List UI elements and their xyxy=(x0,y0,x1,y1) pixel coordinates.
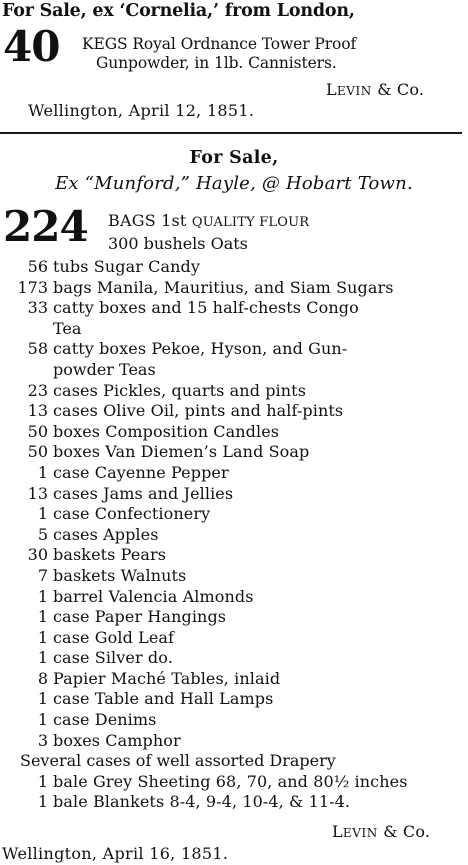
item-quantity: 13 xyxy=(27,401,48,421)
item-quantity: 1 xyxy=(37,627,48,647)
item-quantity: 1 xyxy=(37,710,48,730)
item-quantity: 1 xyxy=(37,792,48,812)
list-item xyxy=(0,607,468,628)
item-description: case Table and Hall Lamps xyxy=(53,689,274,709)
item-quantity: 50 xyxy=(27,442,48,462)
list-item xyxy=(0,772,468,793)
item-quantity: 1 xyxy=(37,504,48,524)
item-quantity: 13 xyxy=(27,483,48,503)
list-item xyxy=(0,689,468,710)
list-item xyxy=(0,669,468,690)
item-description: boxes Camphor xyxy=(53,730,181,750)
item-description: case Cayenne Pepper xyxy=(53,462,229,482)
item-description: cases Jams and Jellies xyxy=(53,483,234,503)
item-quantity: 1 xyxy=(37,586,48,606)
item-description: barrel Valencia Almonds xyxy=(53,586,254,606)
list-item xyxy=(0,442,468,463)
list-item xyxy=(0,278,468,299)
item-description: bale Blankets 8-4, 9-4, 10-4, & 11-4. xyxy=(53,792,351,812)
list-item xyxy=(0,381,468,402)
item-quantity: 1 xyxy=(37,648,48,668)
list-item xyxy=(0,648,468,669)
item-description: case Gold Leaf xyxy=(53,627,175,647)
list-item xyxy=(0,587,468,608)
item-quantity: 8 xyxy=(37,668,48,688)
item-description-continued: powder Teas xyxy=(53,359,156,379)
item-description: baskets Walnuts xyxy=(53,565,187,585)
item-quantity: 173 xyxy=(17,277,48,297)
list-item xyxy=(0,525,468,546)
item-quantity: 58 xyxy=(27,339,48,359)
item-quantity: 5 xyxy=(37,524,48,544)
item-quantity: 1 xyxy=(37,462,48,482)
ad1-date: Wellington, April 12, 1851. xyxy=(28,101,255,120)
list-item xyxy=(0,566,468,587)
item-description: Papier Maché Tables, inlaid xyxy=(53,668,281,688)
list-item xyxy=(0,628,468,649)
ad1-merchant-smallcaps: EVIN xyxy=(336,84,372,98)
item-quantity: 1 xyxy=(37,607,48,627)
ad1-merchant-initial: L xyxy=(326,80,337,99)
list-item xyxy=(0,710,468,731)
ad1-merchant xyxy=(326,80,424,99)
item-description: case Paper Hangings xyxy=(53,607,227,627)
ad2-title: For Sale, xyxy=(189,148,279,168)
item-description: catty boxes Pekoe, Hyson, and Gun- xyxy=(53,339,348,359)
item-description: case Silver do. xyxy=(53,648,173,668)
item-description: tubs Sugar Candy xyxy=(53,257,201,276)
item-description: catty boxes and 15 half-chests Congo xyxy=(53,298,359,318)
ad2-lead-line-2: 300 bushels Oats xyxy=(108,234,248,253)
item-description: cases Olive Oil, pints and half-pints xyxy=(53,401,344,421)
item-description: baskets Pears xyxy=(53,545,167,565)
item-description: cases Pickles, quarts and pints xyxy=(53,380,307,400)
item-full-line: Several cases of well assorted Drapery xyxy=(20,751,336,771)
item-description: bale Grey Sheeting 68, 70, and 80½ inches xyxy=(53,771,408,791)
ad1-merchant-tail: & Co. xyxy=(371,80,425,99)
item-quantity: 1 xyxy=(37,771,48,791)
list-item xyxy=(0,504,468,525)
list-item xyxy=(0,401,468,422)
item-quantity: 7 xyxy=(37,565,48,585)
ad2-quantity: 224 xyxy=(3,202,88,251)
ad2-merchant-tail: & Co. xyxy=(377,822,431,841)
ad2-lead-caps: QUALITY FLOUR xyxy=(191,215,310,230)
ad2-lead-line xyxy=(108,212,309,232)
item-quantity: 56 xyxy=(27,257,48,276)
ad2-item-list xyxy=(0,257,468,813)
list-item xyxy=(0,792,468,813)
list-item xyxy=(0,339,468,380)
list-item xyxy=(0,257,468,278)
list-item xyxy=(0,545,468,566)
ad1-line-2: Gunpowder, in 1lb. Cannisters. xyxy=(96,54,337,72)
list-item xyxy=(0,422,468,443)
ad2-merchant xyxy=(332,822,430,841)
item-description: boxes Van Diemen’s Land Soap xyxy=(53,442,310,462)
ad2-merchant-smallcaps: EVIN xyxy=(342,826,378,840)
item-description: boxes Composition Candles xyxy=(53,421,280,441)
item-quantity: 3 xyxy=(37,730,48,750)
list-item xyxy=(0,751,468,772)
ad2-subtitle: Ex “Munford,” Hayle, @ Hobart Town. xyxy=(55,173,413,194)
item-description: case Denims xyxy=(53,710,157,730)
item-description: cases Apples xyxy=(53,524,159,544)
item-quantity: 50 xyxy=(27,421,48,441)
item-description: bags Manila, Mauritius, and Siam Sugars xyxy=(53,277,394,297)
ad2-merchant-initial: L xyxy=(332,822,343,841)
item-quantity: 1 xyxy=(37,689,48,709)
ad2-date: Wellington, April 16, 1851. xyxy=(2,844,229,863)
item-description: case Confectionery xyxy=(53,504,211,524)
list-item xyxy=(0,484,468,505)
item-quantity: 30 xyxy=(27,545,48,565)
item-quantity: 23 xyxy=(27,380,48,400)
list-item xyxy=(0,731,468,752)
item-quantity: 33 xyxy=(27,298,48,318)
ad2-lead-word: BAGS 1st xyxy=(108,211,192,230)
column-divider xyxy=(0,132,462,134)
list-item xyxy=(0,298,468,339)
list-item xyxy=(0,463,468,484)
item-description-continued: Tea xyxy=(53,318,82,338)
ad1-line-1: KEGS Royal Ordnance Tower Proof xyxy=(82,35,357,53)
ad1-quantity: 40 xyxy=(3,22,60,71)
ad1-headline: For Sale, ex ‘Cornelia,’ from London, xyxy=(2,1,355,21)
